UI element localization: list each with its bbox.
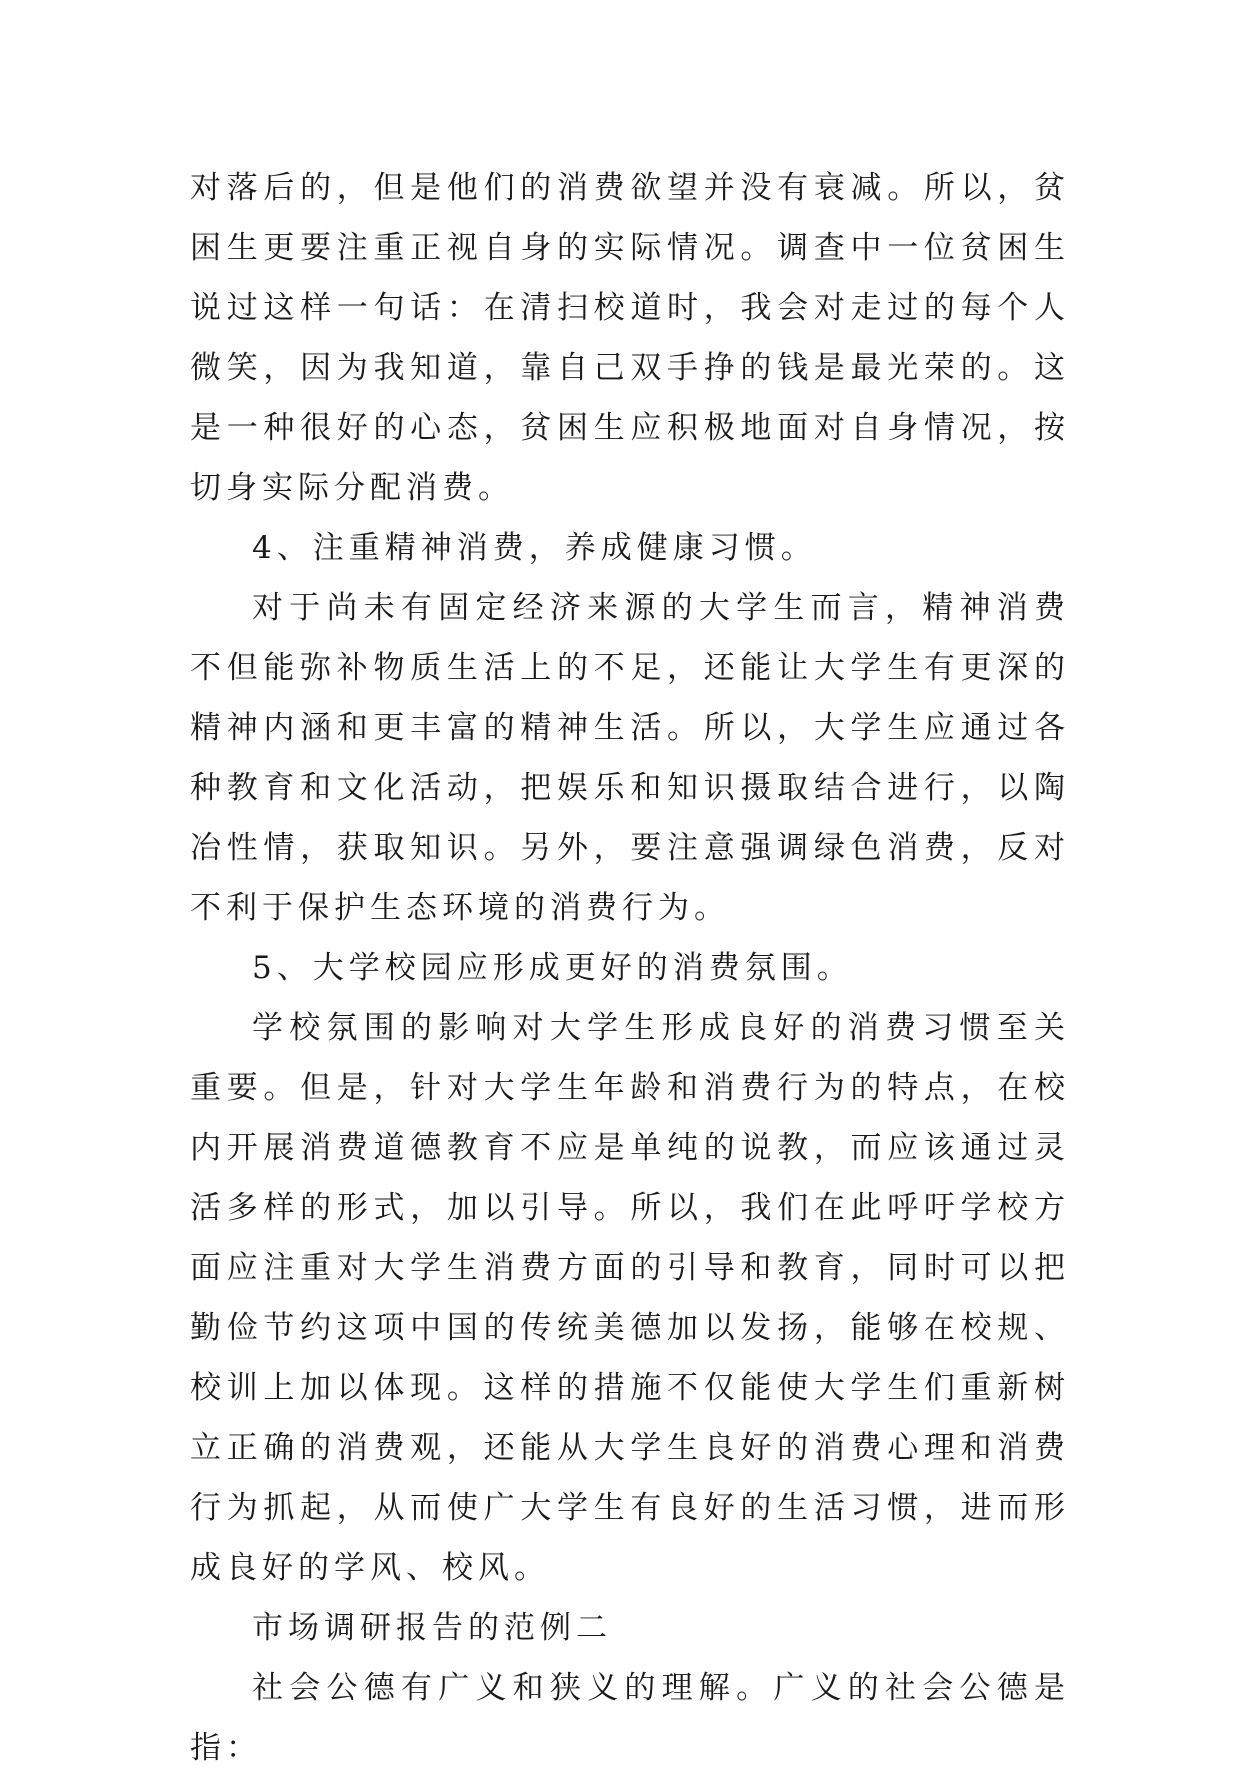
section-heading-5: 5、大学校园应形成更好的消费氛围。 [252, 950, 853, 986]
paragraph-campus-atmosphere: 学校氛围的影响对大学生形成良好的消费习惯至关重要。但是，针对大学生年龄和消费行为的特点，在校内开展消费道德教育不应是单纯的说教，而应该通过灵活多样的形式，加以引导。所以，我们在此呼吁学校方面应注重对大学生消费方面的引导和教育，同时可以把勤俭节约这项中国的传统美德加以发扬，能够在校规、校训上加以体现。这样的措施不仅能使大学生们重新树立正确的消费观，还能从大学生良好的消费心理和消费行为抓起，从而使广大学生有良好的生活习惯，进而形成良好的学风、校风。 [190, 1010, 1070, 1586]
paragraph-continuation: 对落后的，但是他们的消费欲望并没有衰减。所以，贫困生更要注重正视自身的实际情况。调查中一位贫困生说过这样一句话：在清扫校道时，我会对走过的每个人微笑，因为我知道，靠自己双手挣的钱是最光荣的。这是一种很好的心态，贫困生应积极地面对自身情况，按切身实际分配消费。 [190, 170, 1070, 506]
section-heading-4: 4、注重精神消费，养成健康习惯。 [252, 530, 817, 566]
example-two-title: 市场调研报告的范例二 [252, 1610, 612, 1646]
document-body [190, 158, 1070, 1778]
paragraph-spiritual-consumption: 对于尚未有固定经济来源的大学生而言，精神消费不但能弥补物质生活上的不足，还能让大学生有更深的精神内涵和更丰富的精神生活。所以，大学生应通过各种教育和文化活动，把娱乐和知识摄取结合进行，以陶冶性情，获取知识。另外，要注意强调绿色消费，反对不利于保护生态环境的消费行为。 [190, 590, 1070, 926]
paragraph-social-morality: 社会公德有广义和狭义的理解。广义的社会公德是指： [190, 1670, 1070, 1766]
